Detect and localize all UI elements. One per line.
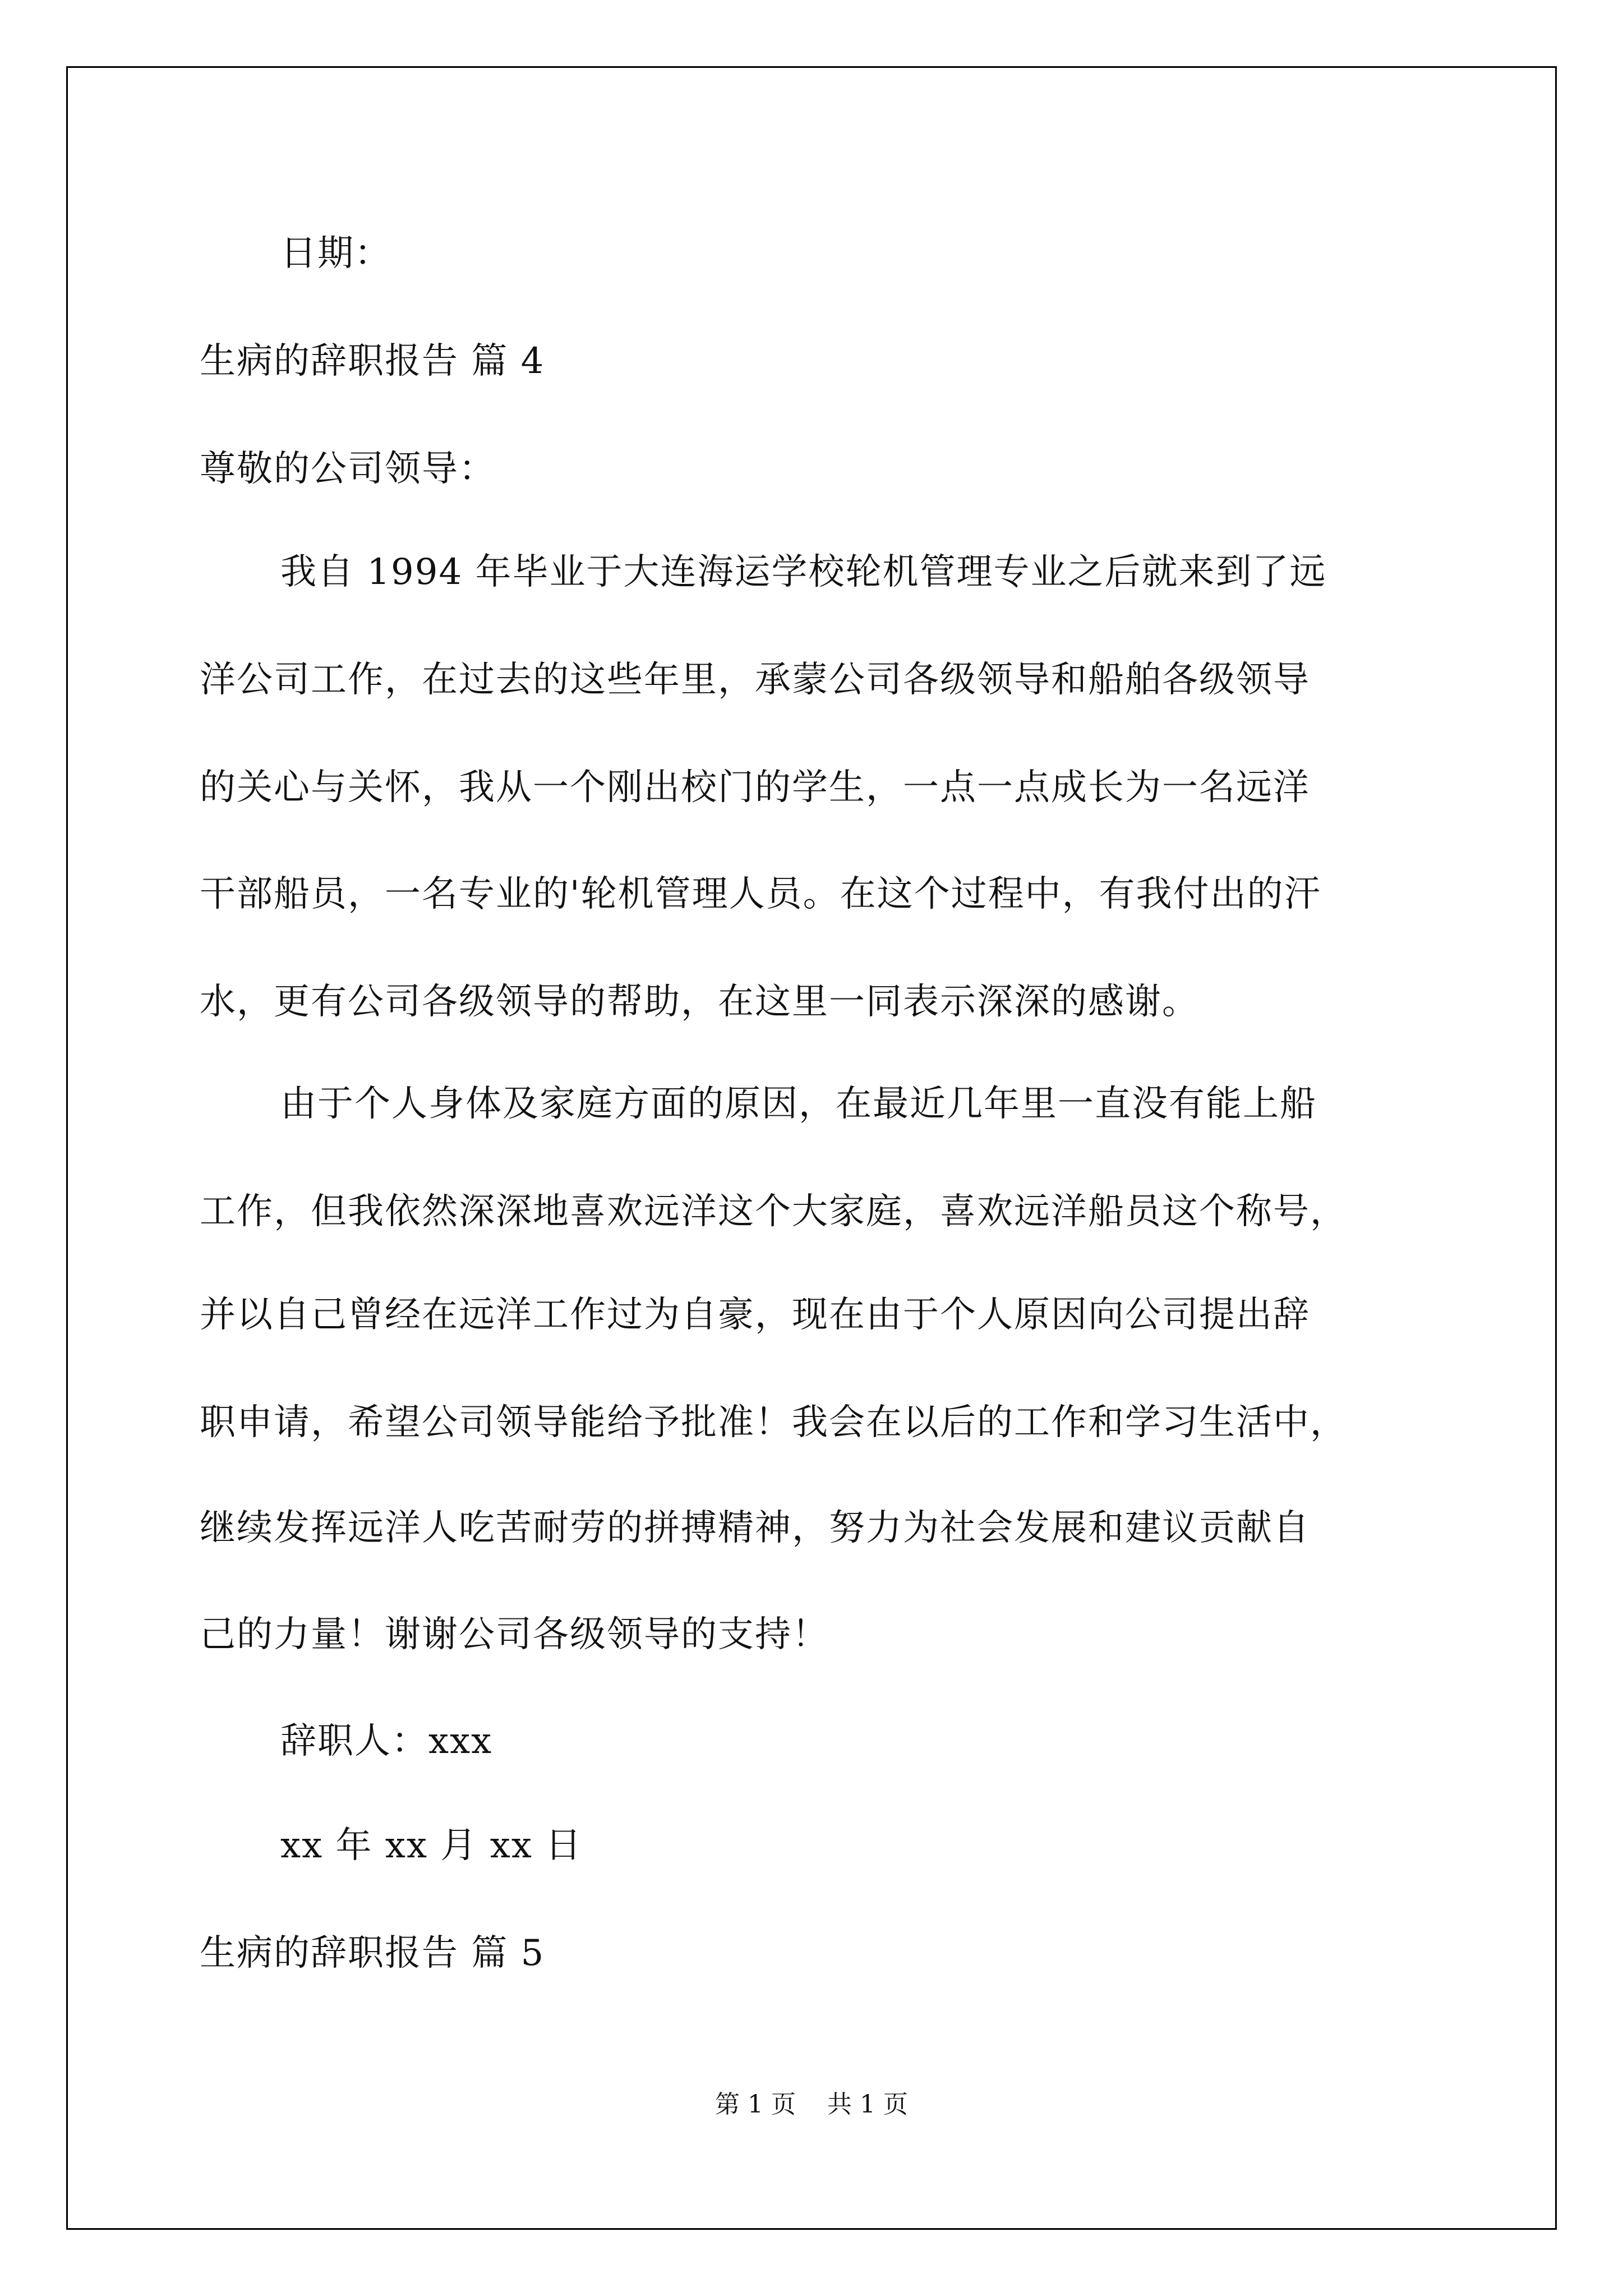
page-border xyxy=(66,66,1557,2230)
paragraph-2-line-4: 职申请，希望公司领导能给予批准！我会在以后的工作和学习生活中， xyxy=(200,1402,1347,1443)
paragraph-2-line-5: 继续发挥远洋人吃苦耐劳的拼搏精神，努力为社会发展和建议贡献自 xyxy=(200,1507,1310,1549)
section-5-title: 生病的辞职报告 篇 5 xyxy=(200,1932,545,1974)
paragraph-1-line-1: 我自 1994 年毕业于大连海运学校轮机管理专业之后就来到了远 xyxy=(280,551,1327,593)
paragraph-2-line-6: 己的力量！谢谢公司各级领导的支持！ xyxy=(200,1614,829,1655)
paragraph-2-line-2: 工作，但我依然深深地喜欢远洋这个大家庭，喜欢远洋船员这个称号， xyxy=(200,1191,1347,1232)
section-4-title: 生病的辞职报告 篇 4 xyxy=(200,341,545,382)
sign-date: xx 年 xx 月 xx 日 xyxy=(280,1825,583,1866)
paragraph-1-line-5: 水，更有公司各级领导的帮助，在这里一同表示深深的感谢。 xyxy=(200,981,1199,1023)
paragraph-1-line-4: 干部船员，一名专业的'轮机管理人员。在这个过程中，有我付出的汗 xyxy=(200,873,1321,915)
paragraph-2-line-1: 由于个人身体及家庭方面的原因，在最近几年里一直没有能上船 xyxy=(280,1083,1317,1125)
signer: 辞职人：xxx xyxy=(280,1720,493,1762)
paragraph-1-line-2: 洋公司工作，在过去的这些年里，承蒙公司各级领导和船舶各级领导 xyxy=(200,659,1310,701)
paragraph-2-line-3: 并以自己曾经在远洋工作过为自豪，现在由于个人原因向公司提出辞 xyxy=(200,1294,1310,1336)
salutation: 尊敬的公司领导： xyxy=(200,448,496,490)
paragraph-1-line-3: 的关心与关怀，我从一个刚出校门的学生，一点一点成长为一名远洋 xyxy=(200,767,1310,808)
date-label: 日期： xyxy=(280,233,391,274)
page-footer: 第 1 页 共 1 页 xyxy=(715,2090,908,2119)
